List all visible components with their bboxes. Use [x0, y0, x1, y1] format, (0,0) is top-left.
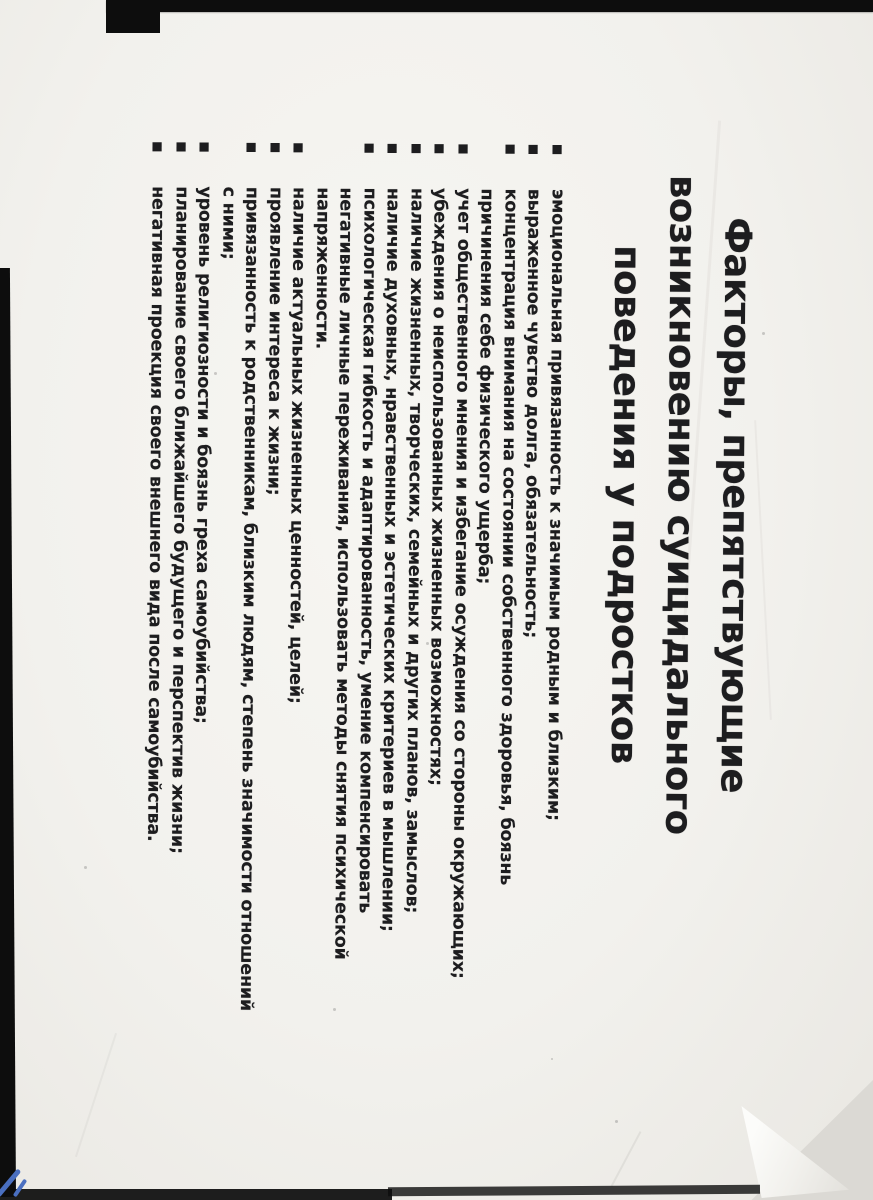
- title-line: возникновению суицидального: [657, 174, 705, 835]
- item-line: уровень религиозности и боязнь греха самоубийства;: [191, 186, 216, 724]
- bullet-square-icon: ■: [550, 143, 566, 156]
- list-item: [210, 142, 263, 1012]
- item-line: психологическая гибкость и адаптированность, умение компенсировать: [354, 187, 380, 914]
- bullet-square-icon: ■: [151, 141, 166, 153]
- item-line: привязанность к родственникам, близким людям, степень значимости отношений: [236, 186, 263, 1012]
- item-lines: [470, 188, 522, 885]
- bullet-square-icon: ■: [268, 141, 284, 154]
- item-line: напряженности.: [311, 187, 333, 350]
- item-lines: [141, 186, 169, 842]
- item-lines: [165, 186, 193, 854]
- item-line: планирование своего ближайшего будущего и перспектив жизни;: [167, 186, 192, 854]
- item-lines: [210, 187, 263, 1012]
- bullet-square-icon: ■: [362, 142, 378, 154]
- item-line: негативные личные переживания, использовать методы снятия психической: [330, 187, 357, 960]
- item-lines: [519, 189, 546, 639]
- item-line: наличие духовных, нравственных и эстетических критериев в мышлении;: [378, 187, 404, 932]
- bullet-square-icon: ■: [245, 141, 260, 154]
- title-line: Факторы, препятствующие: [712, 217, 760, 794]
- item-lines: [424, 188, 452, 786]
- item-line: концентрация внимания на состоянии собственного здоровья, боязнь: [495, 188, 521, 886]
- document-title: [596, 154, 766, 855]
- item-line: наличие жизненных, творческих, семейных и других планов, замыслов;: [401, 187, 427, 914]
- bullet-square-icon: ■: [174, 141, 190, 153]
- item-line: учет общественного мнения и избегание осуждения со стороны окружающих;: [448, 188, 474, 979]
- bullet-square-icon: ■: [527, 143, 542, 156]
- list-item: [304, 142, 381, 1012]
- scan-edge-top-blob: [106, 0, 160, 33]
- scan-edge-bottom: [0, 1189, 392, 1200]
- item-lines: [189, 186, 216, 723]
- item-line: эмоциональная привязанность к значимым родным и близким;: [543, 188, 568, 821]
- list-item: [469, 143, 522, 1013]
- factors-list: [140, 141, 569, 1013]
- bullet-square-icon: ■: [198, 141, 213, 153]
- item-lines: [541, 189, 569, 821]
- item-line: с ними;: [218, 186, 239, 260]
- bullet-square-icon: ■: [409, 142, 425, 155]
- item-line: проявление интереса к жизни;: [263, 186, 286, 496]
- scan-edge-top: [106, 0, 873, 12]
- bullet-square-icon: ■: [433, 143, 448, 155]
- bullet-square-icon: ■: [456, 143, 472, 155]
- item-line: причинения себе физического ущерба;: [474, 188, 498, 585]
- item-line: наличие актуальных жизненных ценностей, целей;: [285, 187, 310, 704]
- bullet-square-icon: ■: [503, 143, 519, 155]
- item-line: убеждения о неиспользованных жизненных возможностях;: [426, 188, 451, 786]
- title-line: поведения у подростков: [602, 244, 650, 764]
- bullet-square-icon: ■: [292, 142, 307, 154]
- bullet-square-icon: ■: [386, 142, 401, 155]
- item-lines: [305, 187, 381, 960]
- item-lines: [261, 187, 287, 496]
- item-line: негативная проекция своего внешнего вида после самоубийства.: [143, 186, 169, 842]
- item-lines: [283, 187, 310, 704]
- item-line: выраженное чувство долга, обязательность;: [521, 188, 545, 639]
